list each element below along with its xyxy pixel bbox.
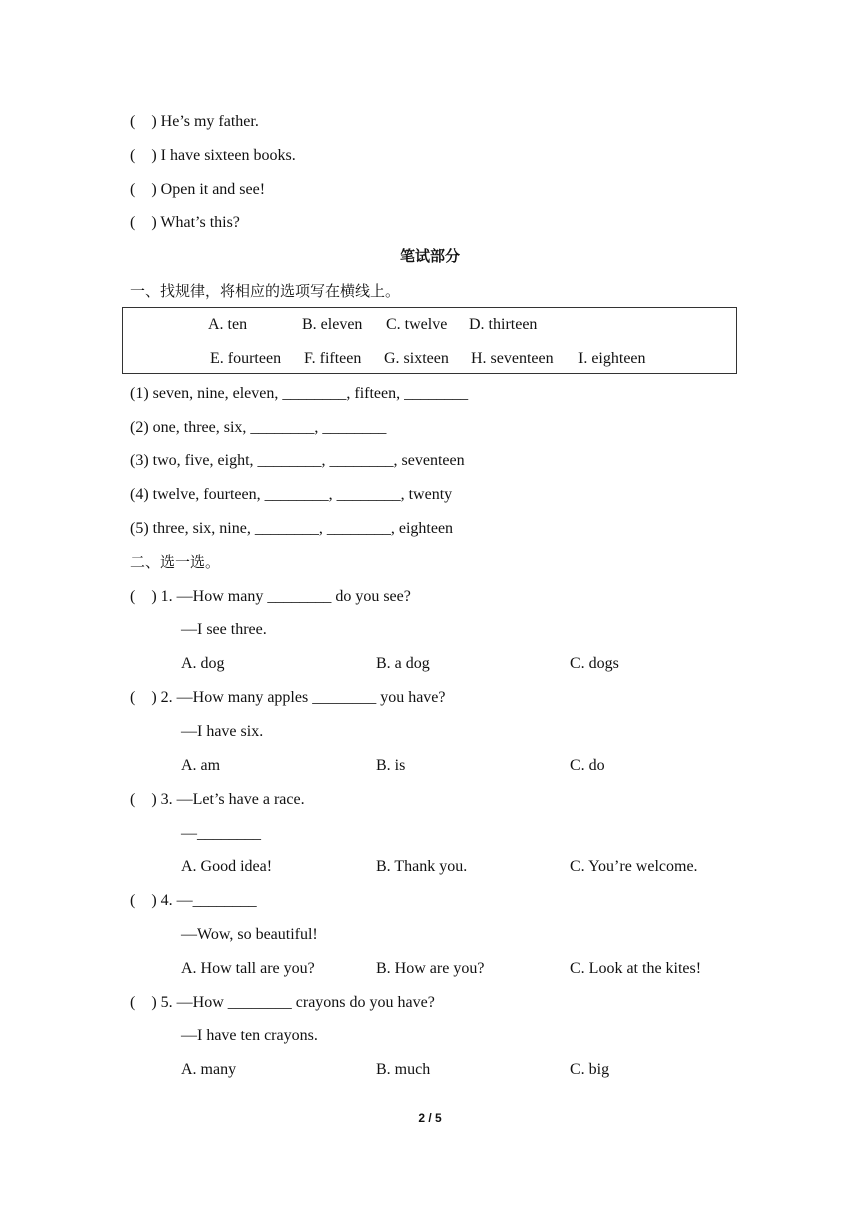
listening-item: ( ) Open it and see! [130, 181, 266, 198]
box-option: C. twelve [386, 316, 448, 333]
listening-item: ( ) What’s this? [130, 214, 240, 231]
section1-title: 一、找规律，将相应的选项写在横线上。 [130, 282, 401, 300]
pattern-item: (2) one, three, six, ________, ________ [130, 419, 387, 436]
box-option: G. sixteen [384, 350, 449, 367]
option-a: A. am [181, 757, 221, 774]
option-c: C. big [570, 1061, 610, 1078]
option-a: A. dog [181, 655, 225, 672]
option-a: A. How tall are you? [181, 960, 315, 977]
option-a: A. many [181, 1061, 237, 1078]
question: ( ) 4. —________ [130, 892, 257, 909]
option-c: C. Look at the kites! [570, 960, 702, 977]
box-option: B. eleven [302, 316, 363, 333]
question: ( ) 1. —How many ________ do you see? [130, 588, 411, 605]
option-c: C. dogs [570, 655, 619, 672]
box-option: I. eighteen [578, 350, 646, 367]
pattern-item: (3) two, five, eight, ________, ________, seventeen [130, 452, 465, 469]
box-option: F. fifteen [304, 350, 362, 367]
option-b: B. Thank you. [376, 858, 468, 875]
option-b: B. How are you? [376, 960, 485, 977]
option-b: B. is [376, 757, 406, 774]
question: ( ) 3. —Let’s have a race. [130, 791, 305, 808]
box-option: D. thirteen [469, 316, 538, 333]
listening-item: ( ) I have sixteen books. [130, 147, 296, 164]
option-c: C. do [570, 757, 605, 774]
question-answer: —Wow, so beautiful! [181, 926, 318, 943]
box-option: A. ten [208, 316, 248, 333]
question: ( ) 2. —How many apples ________ you have? [130, 689, 446, 706]
question-answer: —I see three. [181, 621, 267, 638]
question-answer: —I have six. [181, 723, 264, 740]
box-option: H. seventeen [471, 350, 554, 367]
listening-item: ( ) He’s my father. [130, 113, 259, 130]
option-a: A. Good idea! [181, 858, 273, 875]
question: ( ) 5. —How ________ crayons do you have? [130, 994, 435, 1011]
page-number: 2 / 5 [418, 1111, 442, 1125]
pattern-item: (1) seven, nine, eleven, ________, fifteen, ________ [130, 385, 469, 402]
option-c: C. You’re welcome. [570, 858, 698, 875]
section2-title: 二、选一选。 [130, 553, 221, 571]
option-b: B. a dog [376, 655, 430, 672]
box-option: E. fourteen [210, 350, 282, 367]
pattern-item: (5) three, six, nine, ________, ________, eighteen [130, 520, 454, 537]
option-b: B. much [376, 1061, 431, 1078]
written-heading: 笔试部分 [399, 247, 460, 265]
pattern-item: (4) twelve, fourteen, ________, ________, twenty [130, 486, 453, 503]
question-answer: —________ [181, 825, 261, 842]
question-answer: —I have ten crayons. [181, 1027, 318, 1044]
